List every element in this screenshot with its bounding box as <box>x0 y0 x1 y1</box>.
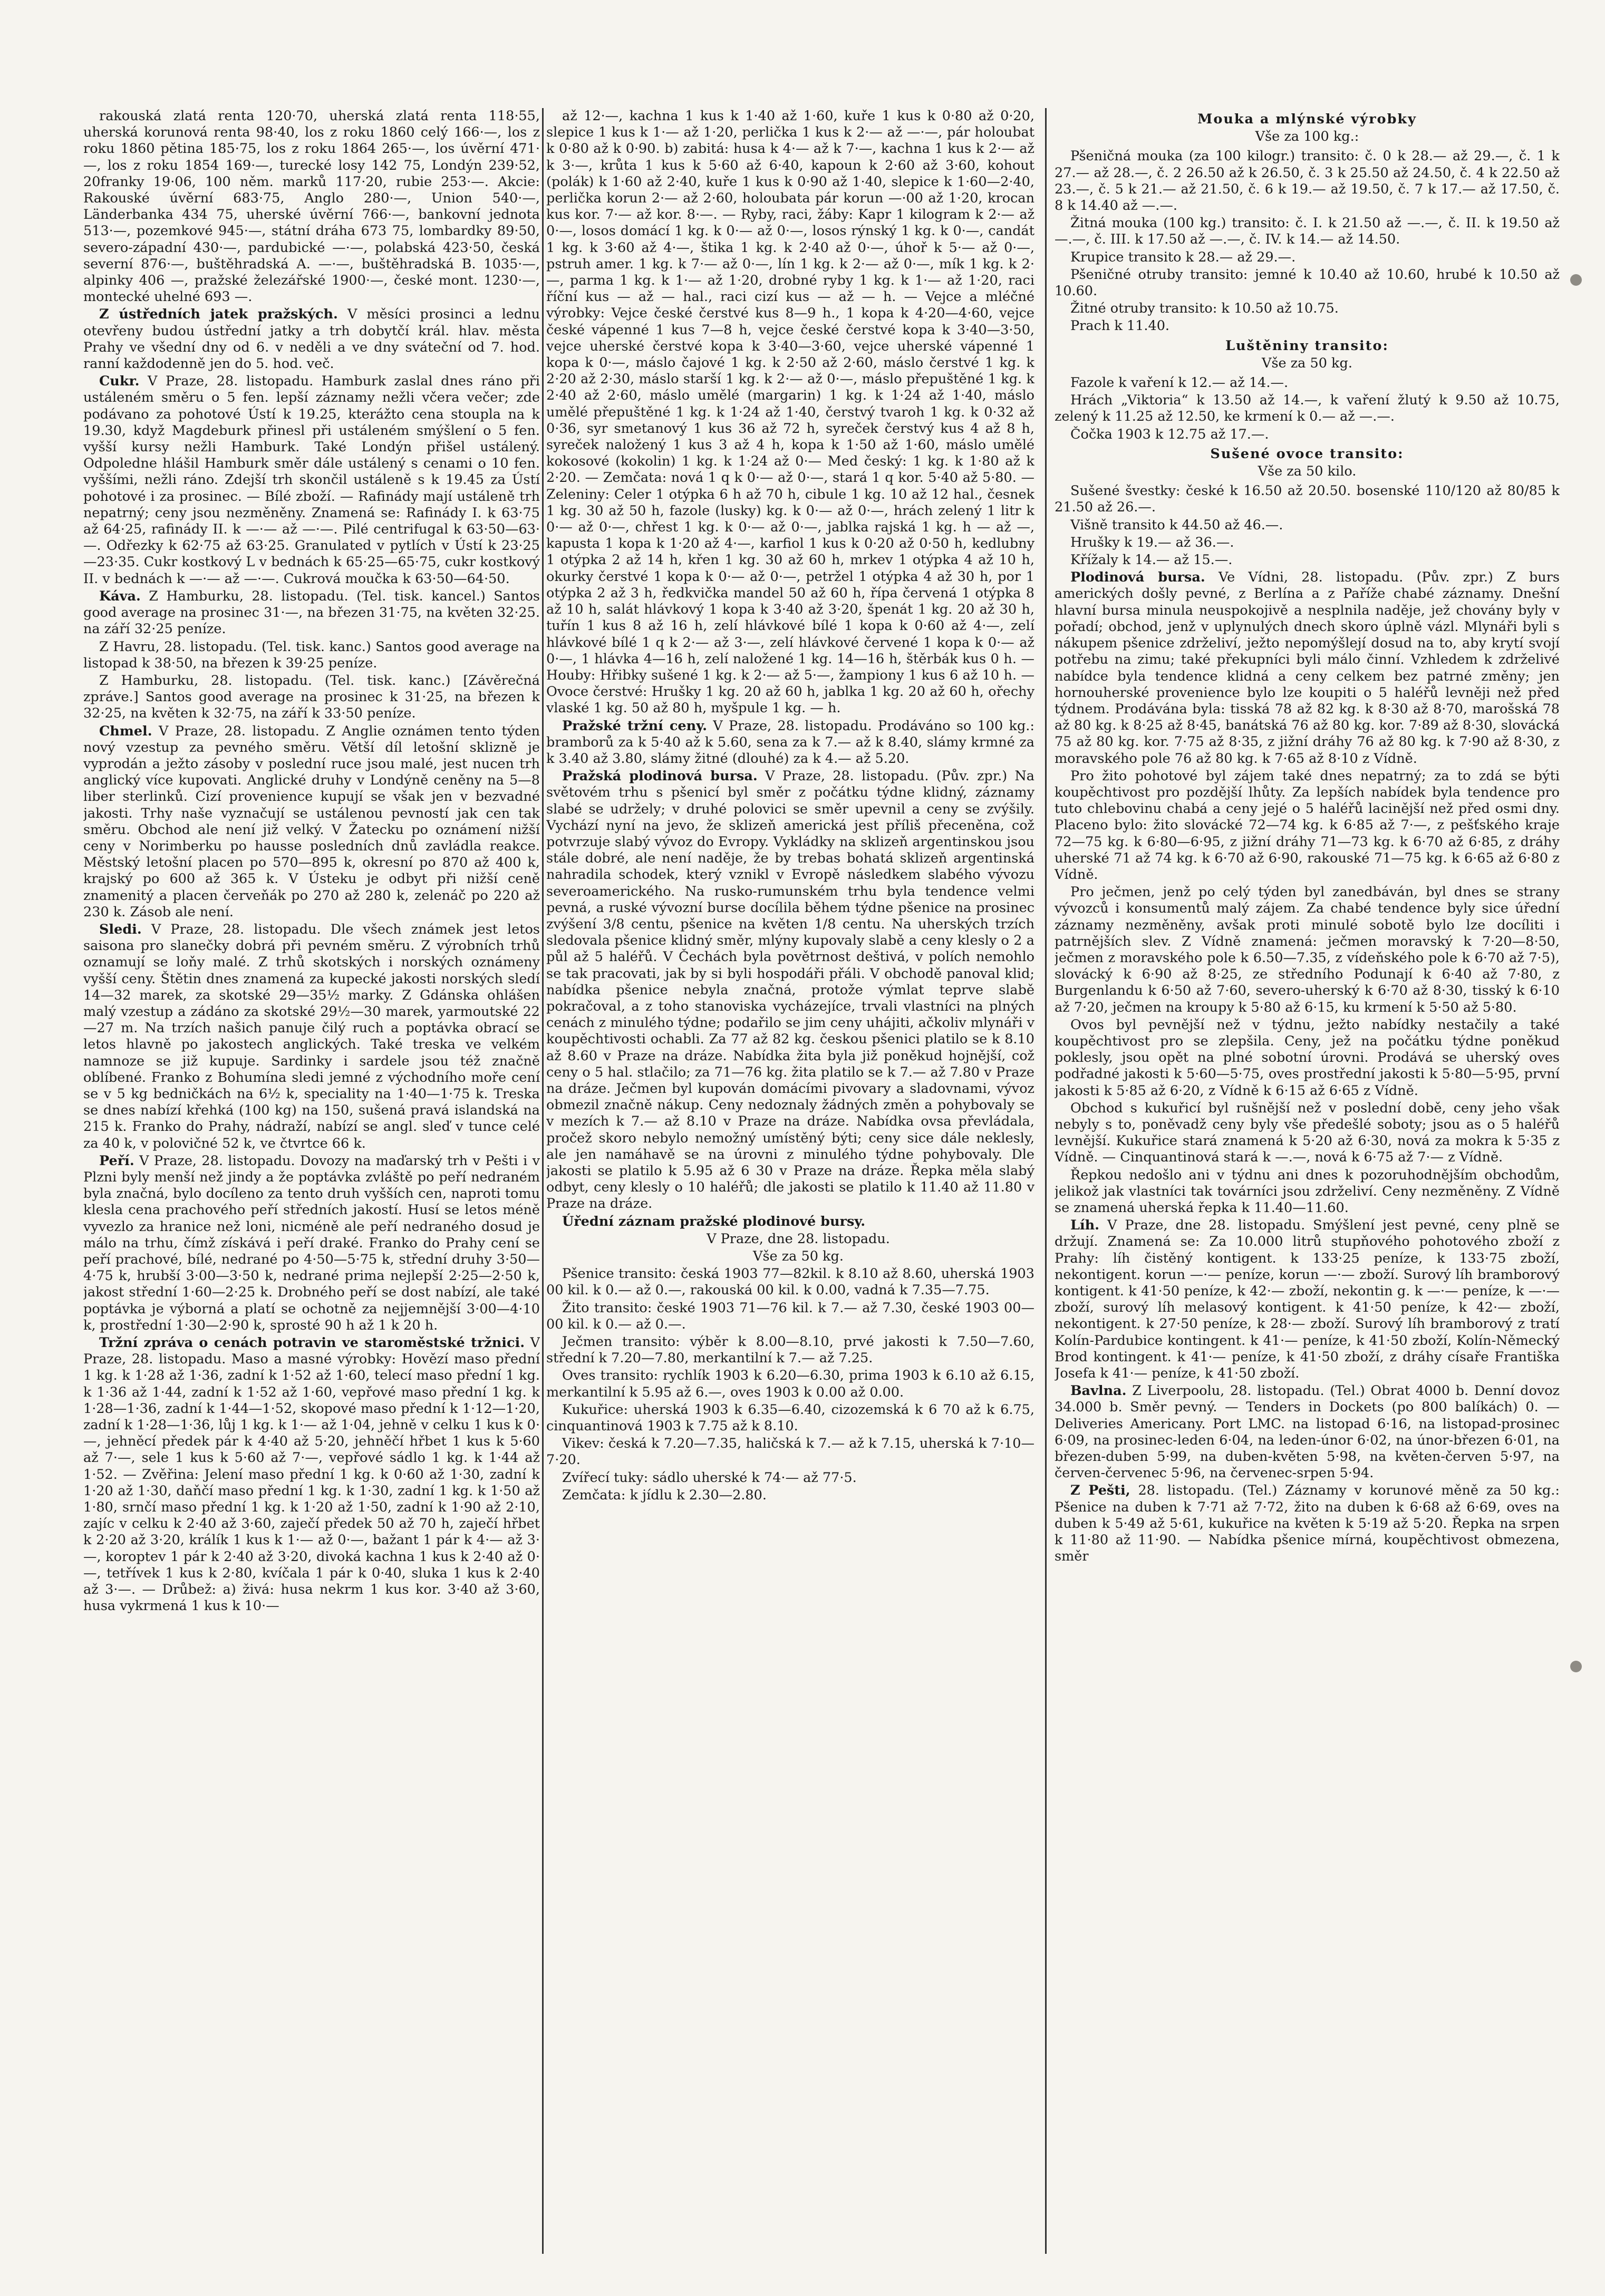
article-paragraph <box>83 922 540 1152</box>
article-text: V Praze, 28. listopadu. Maso a masné výrobky: Hovězí maso přední 1 kg. k 1·28 až 1·36, zadní k 1·52 až 1·60, telecí maso přední 1 kg. k 1·36 až 1·44, zadní k 1·52 až 1·60, vepřové maso přední 1 kg. k 1·28—1·36, zadní k 1·44—1·52, skopové maso přední k 1·12—1·20, zadní k 1·28—1·36, lůj 1 kg. k 1·— až 1·04, jehně v celku 1 kus k 0·—, jehněcí předek pár k 4·40 až 5·20, jehněčí hřbet 1 kus k 5·60 až 7·—, sele 1 kus k 5·60 až 7·—, vepřové sádlo 1 kg. k 1·44 až 1·52. — Zvěřina: Jelení maso přední 1 kg. k 0·60 až 1·30, zadní k 1·20 až 1·30, daňčí maso přední 1 kg. k 1·30, zadní 1 kg. k 1·50 až 1·80, srnčí maso přední 1 kg. k 1·20 až 1·50, zadní k 1·90 až 2·10, zajíc v celku k 2·40 až 3·60, zaječí předek 50 až 70 h, zaječí hřbet k 2·20 až 3·20, králík 1 kus k 1·— až 0·—, bažant 1 pár k 4·— až 3·—, koroptev 1 pár k 2·40 až 3·20, divoká kachna 1 kus k 2·40 až 0·—, tetřívek 1 kus k 2·80, kvíčala 1 pár k 0·40, sluka 1 kus k 2·40 až 3·—. — Drůbež: a) živá: husa nekrm 1 kus kor. 3·40 až 3·60, husa vykrmená 1 kus k 10·— <box>83 1335 540 1614</box>
article-text: Vikev: česká k 7.20—7.35, haličská k 7.— až k 7.15, uherská k 7·10—7·20. <box>546 1436 1034 1468</box>
article-paragraph <box>1055 535 1560 551</box>
article-text: Višně transito k 44.50 až 46.—. <box>1070 517 1283 533</box>
article-paragraph <box>546 1231 1034 1247</box>
section-title: Mouka a mlýnské výrobky <box>1197 111 1417 127</box>
article-heading: Káva. <box>99 588 141 604</box>
article-paragraph <box>1055 318 1560 334</box>
article-heading: Pražské tržní ceny. <box>562 718 707 734</box>
column-rule <box>542 108 544 2254</box>
article-text: Žito transito: české 1903 71—76 kil. k 7.— až 7.30, české 1903 00—00 kil. k 0.— až 0.—. <box>546 1300 1034 1332</box>
article-text: Fazole k vaření k 12.— až 14.—. <box>1070 375 1289 391</box>
punch-hole <box>1570 274 1582 286</box>
article-heading: Pražská plodinová bursa. <box>562 768 758 784</box>
column-2 <box>546 108 1034 2254</box>
article-text: V Praze, 28. listopadu. Dovozy na maďarský trh v Pešti i v Plzni byly menší než jindy a že poptávka zvláště po peří nedraném byla značná, bylo docíleno za tento druh vyšších cen, naproti tomu klesla cena prachového peří středních jakostí. Husí se letos méně vyvezlo za hranice než loni, nicméně ale peří nedraného dosud je málo na trhu, čímž získává i peří draké. Franko do Prahy cení se peří prachové, bílé, nedrané po 4·50—5·75 k, střední druhy 3·50—4·75 k, hrubší 3·00—3·50 k, nedrané prima nejlepší 2·25—2·50 k, jakost střední 1·60—2·25 k. Drobného peří se dost nabízí, ale také poptávka je výborná a platí se ochotně za nejjemnější 3·00—4·10 k, prostřední 1·30—2·90 k, sprosté 90 h až 1 k 20 h. <box>83 1152 540 1333</box>
article-text: Z Hamburku, 28. listopadu. (Tel. tisk. kanc.) [Závěrečná zpráve.] Santos good average na prosinec k 31·25, na březen k 32·25, na květen k 32·75, na září k 33·50 peníze. <box>83 672 540 722</box>
column-1 <box>83 108 540 2254</box>
article-text: V Praze, 28. listopadu. Hamburk zaslal dnes ráno při ustáleném směru o 5 fen. lepší záznamy nežli včera večer; zde podávano za pohotové Ústí k 19.25, kterážto cena stoupla na k 19.30, když Magdeburk přinesl při ustáleném smýšlení o 5 fen. vyšší kursy nežli Hamburk. Také Londýn přišel ustálený. Odpoledne hlášil Hamburk směr dále ustálený s cenami o 10 fen. vyššími, nežli ráno. Zdejší trh skončil ustáleně s k 19.45 za Ústí pohotové i za prosinec. — Bílé zboží. — Rafinády mají ustáleně trh nepatrný; ceny jsou nezměněny. Znamená se: Rafinády I. k 63·75 až 64·25, rafinády II. k —·— až —·—. Pilé centrifugal k 63·50—63·—. Odřezky k 62·75 až 63·25. Granulated v pytlích v Ústí k 23·25—23·35. Cukr kostkový L v bednách k 65·25—65·75, cukr kostkový II. v bednách k —·— až —·—. Cukrová moučka k 63·50—64·50. <box>83 373 540 587</box>
article-paragraph <box>1055 569 1560 767</box>
article-text: Pro ječmen, jenž po celý týden byl zanedbáván, byl dnes se strany vývozců i konsumentů malý zájem. Za chabé tendence byly sice úřední záznamy nezměněny, avšak proti minulé sobotě bylo lze docíliti i patrnějších slev. Z Vídně znamená: ječmen moravský k 7·20—8·50, ječmen z moravského pole k 6.50—7.35, z vídeňského pole k 6·70 až 7·5), slovácký k 6·90 až 8·25, ze středního Podunají k 6·40 až 7·80, z Burgenlandu k 6·50 až 7·60, severo-uherský k 6·70 až 8·30, tisský k 6·10 až 7·20, ječmen na kroupy k 5·80 až 6·15, ku krmení k 5·50 až 5·80. <box>1055 884 1560 1015</box>
article-text: V Praze, 28. listopadu. Prodáváno so 100 kg.: bramborů za k 5·40 až k 5.60, sena za k 7.— až k 8.40, slámy krmné za k 3.40 až 3.80, slámy žitné (dlouhé) za k 4.— až 5.20. <box>546 718 1034 767</box>
article-text: Oves transito: rychlík 1903 k 6.20—6.30, prima 1903 k 6.10 až 6.15, merkantilní k 5.95 až 6.—, oves 1903 k 0.00 až 0.00. <box>546 1368 1034 1400</box>
section-subtitle: Vše za 50 kilo. <box>1258 463 1357 480</box>
article-paragraph <box>1055 517 1560 534</box>
article-text: Žitná mouka (100 kg.) transito: č. I. k 21.50 až —.—, č. II. k 19.50 až —.—, č. III. k 17.50 až —.—, č. IV. k 14.— až 14.50. <box>1055 215 1560 248</box>
article-heading: Peří. <box>99 1152 134 1169</box>
article-paragraph <box>83 1153 540 1334</box>
article-text: V Praze, 28. listopadu. (Pův. zpr.) Na světovém trhu s pšenicí byl směr z počátku týdne klidný, záznamy slabé se udržely; v druhé polovici se směr upevnil a ceny se zvýšily. Vychází nyní na jevo, že sklizeň americká jest příliš přeceněna, což potvrzuje slabý vývoz do Evropy. Vykládky na sklizeň argentinskou jsou stále dobré, ale není naděje, že by trebas bohatá sklizeň argentinská nahradila schodek, který vznikl v Evropě následkem slabého vývozu severoamerického. Na rusko-rumunském trhu byla tendence velmi pevná, a ruské vývozní burse docílila během týdne pšenice na prosinec zvýšení 3/8 centu, pšenice na květen 1/8 centu. Na uherských trzích sledovala pšenice klidný směr, mlýny kupovaly slabě a ceny klesly o 2 a půl až 5 haléřů. V Čechách byla povětrnost deštivá, v polích nemohlo se tak pracovati, jak by si byli hospodáři přáli. V obchodě panoval klid; nabídka pšenice nebyla značná, protože výmlat teprve slabě pokračoval, a z toho stanoviska vycházejíce, trvali vlastníci na plných cenách z minulého týdne; podařilo se jim ceny uhájiti, ačkoliv mlynáři v koupěchtivosti ochabli. Za 77 až 82 kg. českou pšenici platilo se k 8.10 až 8.60 v Praze na dráze. Nabídka žita byla již poněkud hojnější, což ceny o 5 hal. stlačilo; za 71—76 kg. žita platilo se k 7.— až 7.80 v Praze na dráze. Ječmen byl kupován domácími pivovary a sladovnami, vývoz obmezil značně nákup. Ceny nedoznaly žádných změn a pohybovaly se v mezích k 7.— až 8.10 v Praze na dráze. Nabídka ovsa převládala, pročež skoro nebylo nemožný umístěný býti; ceny sice dále neklesly, ale jen namáhavě se na úrovni z minulého týdne pohybovaly. Dle jakosti se platilo k 5.95 až 6 30 v Praze na dráze. Řepka měla slabý odbyt, ceny klesly o 10 haléřů; dle jakosti se platilo k 11.40 až 11.80 v Praze na dráze. <box>546 768 1034 1212</box>
article-text: Prach k 11.40. <box>1070 318 1170 334</box>
article-paragraph <box>546 1300 1034 1333</box>
article-paragraph <box>546 1487 1034 1504</box>
article-text: Hrách „Viktoria“ k 13.50 až 14.—, k vaření žlutý k 9.50 až 10.75, zelený k 11.25 až 12.50, ke krmení k 0.— až —.—. <box>1055 392 1560 425</box>
article-paragraph <box>83 373 540 587</box>
punch-hole <box>1570 1661 1582 1672</box>
article-paragraph <box>1055 768 1560 883</box>
article-text: Obchod s kukuřicí byl rušnější než v poslední době, ceny jeho však nebyly s to, poněvadž ceny byly vše předešlé soboty; jsou as o 5 haléřů levnější. Kukuřice stará znamená k 5·20 až 6·30, nová za mokra k 5·35 z Vídně. — Cinquantinová stará k —.—, nová k 6·75 až 7·— z Vídně. <box>1055 1100 1560 1166</box>
article-text: Žitné otruby transito: k 10.50 až 10.75. <box>1070 301 1339 317</box>
article-paragraph <box>546 1266 1034 1299</box>
article-paragraph <box>546 1436 1034 1468</box>
article-paragraph <box>546 108 1034 717</box>
article-paragraph <box>546 718 1034 768</box>
article-paragraph <box>546 768 1034 1212</box>
section-title: Sušené ovoce transito: <box>1210 445 1404 462</box>
article-paragraph <box>1055 1383 1560 1481</box>
article-paragraph <box>83 108 540 305</box>
article-heading: Bavlna. <box>1070 1383 1127 1399</box>
article-text: V Praze, dne 28. listopadu. Smýšlení jest pevné, ceny plně se držují. Znamená se: Za 10.000 litrů stupňového pohotového zboží z Prahy: líh čistěný kontigent. k 133·25 peníze, k 133·75 zboží, nekontigent. korun —·— peníze, korun —·— zboží. Surový líh bramborový kontigent. k 41·50 peníze, k 42·— zboží, nekontin g. k —·— peníze, k —·— zboží, surový líh melasový kontigent. k 41·50 peníze, k 42·— zboží, nekontigent. k 27·50 peníze, k 28·— zboží. Surový líh bramborový z tratí Kolín-Pardubice kontingent. k 41·— peníze, k 41·50 zboží, Kolín-Německý Brod kontingent. k 41·— peníze, k 41·50 zboží, z dráhy císaře Františka Josefa k 41·— peníze, k 41·50 zboží. <box>1055 1217 1560 1382</box>
article-text: Pšenice transito: česká 1903 77—82kil. k 8.10 až 8.60, uherská 1903 00 kil. k 0.— až 0.—, rakouská 00 kil. k 0.00, vadná k 7.35—7.75. <box>546 1266 1034 1299</box>
article-heading: Tržní zpráva o cenách potravin ve staroměstské tržnici. <box>99 1335 525 1351</box>
article-heading: Z Pešti, <box>1070 1483 1130 1499</box>
article-text: Z Liverpoolu, 28. listopadu. (Tel.) Obrat 4000 b. Denní dovoz 34.000 b. Směr pevný. — Tenders in Dockets (po 800 balíkách) 0. — Deliveries Americany. Port LMC. na listopad 6·16, na listopad-prosinec 6·09, na prosinec-leden 6·04, na leden-únor 6·02, na únor-březen 6·01, na březen-duben 5·99, na duben-květen 5·98, na květen-červen 5·97, na červen-červenec 5·96, na červenec-srpen 5·94. <box>1055 1383 1560 1481</box>
article-paragraph <box>83 673 540 722</box>
article-paragraph <box>1055 375 1560 391</box>
article-paragraph <box>1055 1017 1560 1099</box>
article-text: V měsíci prosinci a lednu otevřeny budou ústřední jatky a trh dobytčí král. hlav. města Prahy ve všední dny od 6. v neděli a ve dny sváteční od 7. hod. ranní každodenně jen do 5. hod. več. <box>83 306 540 372</box>
section-subtitle: Vše za 50 kg. <box>1262 355 1352 371</box>
article-text: Křížaly k 14.— až 15.—. <box>1070 552 1233 568</box>
article-text: Z Havru, 28. listopadu. (Tel. tisk. kanc.) Santos good average na listopad k 38·50, na březen k 39·25 peníze. <box>83 638 540 671</box>
article-text: Pšeničná mouka (za 100 kilogr.) transito: č. 0 k 28.— až 29.—, č. 1 k 27.— až 28.—, č. 2 26.50 až k 26.50, č. 3 k 25.50 až 24.50, č. 4 k 22.50 až 23.—, č. 5 k 21.— až 21.50, č. 6 k 19.— až 19.50, č. 7 k 17.— až 17.50, č. 8 k 14.40 až —.—. <box>1055 148 1560 214</box>
article-paragraph <box>1055 267 1560 299</box>
article-text: Krupice transito k 28.— až 29.—. <box>1070 249 1296 265</box>
article-text: Zvířecí tuky: sádlo uherské k 74·— až 77·5. <box>562 1469 857 1486</box>
article-paragraph <box>546 1334 1034 1367</box>
article-text: Ve Vídni, 28. listopadu. (Pův. zpr.) Z burs amerických došly pevné, z Berlína a z Paříže chabé záznamy. Dnešní hlavní bursa minula neuspokojivě a nesplnila naděje, jež chovány byly v pořadí; obchod, jenž v uplynulých dnech skoro úplně vázl. Mlynáři byli s nákupem pšenice zdrželiví, ježto nepomýšlejí dosud na to, aby krytí svojí potřebu na zimu; také překupníci byli málo činní. Vzhledem k zdrželivé nabídce byla tendence klidná a ceny celkem bez patrné změny; jen hornouherské provenience bylo lze koupiti o 5 haléřů levněji než před týdnem. Prodávána byla: tisská 78 až 82 kg. k 8·30 až 8·70, marošská 78 až 80 kg. k 8·25 až 8·45, banátská 76 až 80 kg. kor. 7·89 až 8·30, slovácká 75 až 80 kg. kor. 7·75 až 8·35, z jižní dráhy 76 až 80 kg. k 7·90 až 8·30, z moravského pole 76 až 80 kg. k 7·65 až 8·10 z Vídně. <box>1055 569 1560 767</box>
article-heading: Úřední záznam pražské plodinové bursy. <box>562 1213 866 1229</box>
article-paragraph <box>546 1214 1034 1230</box>
article-text: Ovos byl pevnější než v týdnu, ježto nabídky nestačily a také koupěchtivost pro se zlepšila. Ceny, jež na počátku týdne poněkud poklesly, jsou opět na plné sobotní úrovni. Prodává se uherský oves podřadné jakosti k 5·60—5·75, oves prostřední jakosti k 5·80—5·95, první jakosti k 5·85 až 6·20, z Vídně k 6·15 až 6·65 z Vídně. <box>1055 1016 1560 1099</box>
article-paragraph <box>1055 1100 1560 1166</box>
article-paragraph <box>83 639 540 672</box>
article-paragraph <box>1055 215 1560 248</box>
article-text: V Praze, 28. listopadu. Dle všech známek jest letos saisona pro slanečky dobrá při pevném směru. Z výrobních trhů oznamují se loňy malé. Z trhů skotských i norských oznámeny vyšší ceny. Štětin dnes znamená za kupecké jakosti norských sledí 14—32 marek, za skotské 29—35½ marky. Z Gdánska ohlášen malý vzestup a zádáno za skotské 29½—30 marek, yarmoutské 22—27 m. Na trzích našich panuje čilý ruch a poptávka obrací se letos hlavně po jakostech anglických. Také treska ve velkém namnoze se již kupuje. Sardinky i sardele jsou též značně oblíbené. Franko z Bohumína sledi jemné z východního moře cení se v 5 kg bedničkách na 6½ k, speciality na 1·40—1·75 k. Treska se dnes nabízí křehká (100 kg) na 150, sušená pravá islandská na 215 k. Franko do Prahy, nádraží, nabízí se angl. sleď v tunce celé za 40 k, v polovičné 52 k, ve čtvrtce 66 k. <box>83 921 540 1151</box>
article-paragraph <box>83 1335 540 1614</box>
article-paragraph <box>1055 148 1560 214</box>
article-heading: Plodinová bursa. <box>1070 569 1205 586</box>
article-text: Hrušky k 19.— až 36.—. <box>1070 534 1234 550</box>
article-text: Zemčata: k jídlu k 2.30—2.80. <box>562 1487 767 1503</box>
article-heading: Líh. <box>1070 1217 1100 1234</box>
article-text: 28. listopadu. (Tel.) Záznamy v korunové měně za 50 kg.: Pšenice na duben k 7·71 až 7·72, žito na duben k 6·68 až 6·69, oves na duben k 5·49 až 5·61, kukuřice na květen k 5·19 až 5·20. Řepka na srpen k 11·80 až 11·90. — Nabídka pšenice mírná, koupěchtivost obmezena, směr <box>1055 1483 1560 1565</box>
article-text: Sušené švestky: české k 16.50 až 20.50. bosenské 110/120 až 80/85 k 21.50 až 26.—. <box>1055 483 1560 516</box>
article-paragraph <box>1055 392 1560 425</box>
column-rule <box>1045 108 1047 2254</box>
article-paragraph <box>83 723 540 921</box>
article-text: Pšeničné otruby transito: jemné k 10.40 až 10.60, hrubé k 10.50 až 10.60. <box>1055 266 1560 299</box>
article-text: rakouská zlatá renta 120·70, uherská zlatá renta 118·55, uherská korunová renta 98·40, los z roku 1860 celý 166·—, los z roku 1860 pětina 185·75, los z roku 1864 265·—, los úvěrní 471·—, los z roku 1854 169·—, turecké losy 142 75, Londýn 239·52, 20franky 19·06, 100 něm. marků 117·20, rubie 253·—. Akcie: Rakouské úvěrní 683·75, Anglo 280·—, Union 540·—, Länderbanka 434 75, uherské úvěrní 766·—, bankovní jednota 513·—, pozemkové 945·—, státní dráha 673 75, lombardky 89·50, severo-západní 430·—, pardubické —·—, polabská 423·50, česká severní 876·—, buštěhradská A. —·—, buštěhradská B. 1035·—, alpinky 406 —, pražské železářské 1900·—, české mont. 1230·—, montecké uhelné 693 —. <box>83 108 540 305</box>
article-paragraph <box>546 1368 1034 1400</box>
section-title: Luštěniny transito: <box>1225 337 1389 354</box>
article-text: Ječmen transito: výběr k 8.00—8.10, prvé jakosti k 7.50—7.60, střední k 7.20—7.80, merkantilní k 7.— až 7.25. <box>546 1334 1034 1367</box>
article-heading: Z ústředních jatek pražských. <box>99 306 338 323</box>
article-paragraph <box>546 1402 1034 1435</box>
article-text: Kukuřice: uherská 1903 k 6.35—6.40, cizozemská k 6 70 až k 6.75, cinquantinová 1903 k 7.75 až k 8.10. <box>546 1401 1034 1435</box>
article-text: Pro žito pohotové byl zájem také dnes nepatrný; za to zdá se býti koupěchtivost pro pozdější lhůty. Za lepších nabídek byla tendence pro tuto chlebovinu chabá a ceny jejé o 5 haléřů lacinější než před osmi dny. Placeno bylo: žito slovácké 72—74 kg. k 6·85 až 7·—, z pešťského kraje 72—75 kg. k 6·80—6·95, z jižní dráhy 71—73 kg. k 6·70 až 6·85, z dráhy uherské 71 až 74 kg. k 6·70 až 6·90, rakouské 71—75 kg. k 6·65 až 6·80 z Vídně. <box>1055 768 1560 883</box>
article-paragraph <box>1055 483 1560 516</box>
article-heading: Sledi. <box>99 921 142 937</box>
article-paragraph <box>1055 301 1560 317</box>
article-paragraph <box>1055 552 1560 568</box>
section-subtitle: Vše za 100 kg.: <box>1255 129 1359 145</box>
article-paragraph <box>1055 1217 1560 1382</box>
column-3 <box>1055 108 1560 2254</box>
article-paragraph <box>546 1248 1034 1265</box>
article-paragraph <box>546 1470 1034 1486</box>
article-text: Řepkou nedošlo ani v týdnu ani dnes k pozoruhodnějším obchodům, jelikož jak vlastníci tak továrníci jsou zdrželiví. Ceny nezměněny. Z Vídně se znamená uherská řepka k 11.40—11.60. <box>1055 1167 1560 1216</box>
article-paragraph <box>1055 884 1560 1016</box>
article-text: Z Hamburku, 28. listopadu. (Tel. tisk. kancel.) Santos good average na prosinec 31·—, na březen 31·75, na květen 32·25. na září 32·25 peníze. <box>83 588 540 637</box>
article-heading: Cukr. <box>99 373 140 390</box>
article-heading: Chmel. <box>99 723 152 739</box>
article-text: V Praze, 28. listopadu. Z Anglie oznámen tento týden nový vzestup za pevného směru. Větší díl letošní sklizně je vyprodán a ježto zásoby v poslední ruce jsou malé, jest nucen trh anglický více kupovati. Anglické druhy v Londýně ceněny na 5—8 liber sterlinků. Cizí provenience kupují se však jen v bezvadné jakosti. Trhy naše vyznačují se ustálenou pevností jak cen tak směru. Obchod ale není již velký. V Žatecku po oznámení nižší ceny v Norimberku po hausse posledních dnů zavládla reakce. Městský letošní placen po 570—895 k, okresní po 870 až 400 k, krajský po 600 až 365 k. V Ústeku je odbyt při nižší ceně znamenitý a placen červeňák po 270 až 280 k, zelenáč po 220 až 230 k. Zásob ale není. <box>83 723 540 920</box>
article-paragraph <box>1055 1167 1560 1217</box>
article-text: až 12·—, kachna 1 kus k 1·40 až 1·60, kuře 1 kus k 0·80 až 0·20, slepice 1 kus k 1·— až 1·20, perlička 1 kus k 2·— až —·—, pár holoubat k 0·80 až k 0·90. b) zabitá: husa k 4·— až k 7·—, kachna 1 kus k 2·— až k 3·—, krůta 1 kus k 5·60 až 6·40, kapoun k 2·60 až 3·60, kohout (polák) k 1·60 až 2·40, kuře 1 kus k 0·90 až 1·40, slepice k 1·60—2·40, perlička korun 2·— až 2·60, holoubata pár korun —·00 až 1·20, krocan kus kor. 7·— až kor. 8·—. — Ryby, raci, žáby: Kapr 1 kilogram k 2·— až 0·—, losos domácí 1 kg. k 0·— až 0·—, losos rýnský 1 kg. k 0·—, candát 1 kg. k 3·60 až 4·—, štika 1 kg. k 2·40 až 0·—, úhoř k 5·— až 0·—, pstruh amer. 1 kg. k 7·— až 0·—, lín 1 kg. k 2·— až 0·—, mík 1 kg. k 2·—, parma 1 kg. k 1·— až 1·20, drobné ryby 1 kg. k 1·— až 1·20, raci říční kus — až — hal., raci cizí kus — až — h. — Vejce a mléčné výrobky: Vejce české čerstvé kus 8—9 h., 1 kopa k 4·20—4·60, vejce české vápenné 1 kus 7—8 h, vejce české čerstvé kopa k 3·40—3·50, vejce uherské čerstvé kopa k 3·40—3·60, vejce uherské vápenné 1 kopa k 0·—, máslo čajové 1 kg. k 2·50 až 2·60, máslo čerstvé 1 kg. k 2·20 až 2·30, máslo starší 1 kg. k 2·— až 0·—, máslo přepuštěné 1 kg. k 2·40 až 2·60, máslo umělé (margarin) 1 kg. k 1·24 až 1·40, máslo umělé přepuštěné 1 kg. k 1·24 až 1·40, čerstvý tvaroh 1 kg. k 0·32 až 0·36, syr smetanový 1 kus 36 až 72 h, syreček čerstvý kus 4 až 8 h, syreček naložený 1 kus 3 až 4 h, kopa k 1·50 až 1·60, máslo umělé kokosové (kokolin) 1 kg. k 1·24 až 0·— Med český: 1 kg. k 1·80 až k 2·20. — Zemčata: nová 1 q k 0·— až 0·—, stará 1 q kor. 5·40 až 5·80. — Zeleniny: Celer 1 otýpka 6 h až 70 h, cibule 1 kg. 10 až 12 hal., česnek 1 kg. 30 až 50 h, fazole (lusky) kg. k 0·— až 0·—, hrách zelený 1 litr k 0·— až 0·—, chřest 1 kg. k 0·— až 0·—, jablka rajská 1 kg. h — až —, kapusta 1 kopa k 1·20 až 4·—, karfiol 1 kus k 0·20 až 0·50 h, kedlubny 1 otýpka 2 až 14 h, křen 1 kg. 30 až 60 h, mrkev 1 otýpka 4 až 10 h, okurky čerstvé 1 kopa k 0·— až 0·—, petržel 1 otýpka 4 až 30 h, por 1 otýpka 2 až 3 h, ředkvička mandel 50 až 60 h, řípa červená 1 otýpka 8 až 10 h, salát hlávkový 1 kopa k 3·40 až 3·20, špenát 1 kg. 20 až 30 h, tuřín 1 kus 8 až 16 h, zelí hlávkové bílé 1 kopa k 0·60 až 4·—, zelí hlávkové bílé 1 q k 2·— až 3·—, zelí hlávkové červené 1 kopa k 0·— až 0·—, 1 hlávka 4—16 h, zelí naložené 1 kg. 14—16 h, štěrbák kus 0 h. — Houby: Hřibky sušené 1 kg. k 2·— až 5·—, žampiony 1 kus 6 až 10 h. — Ovoce čerstvé: Hrušky 1 kg. 20 až 60 h, jablka 1 kg. 20 až 60 h, ořechy vlaské 1 kg. 50 až 80 h, myšpule 1 kg. — h. <box>546 108 1034 716</box>
article-paragraph <box>83 306 540 372</box>
article-text: Čočka 1903 k 12.75 až 17.—. <box>1070 426 1269 442</box>
article-text: V Praze, dne 28. listopadu. <box>707 1231 890 1247</box>
article-paragraph <box>1055 427 1560 443</box>
article-paragraph <box>1055 1483 1560 1565</box>
article-paragraph <box>1055 249 1560 266</box>
article-paragraph <box>83 588 540 638</box>
article-text: Vše za 50 kg. <box>753 1248 844 1265</box>
